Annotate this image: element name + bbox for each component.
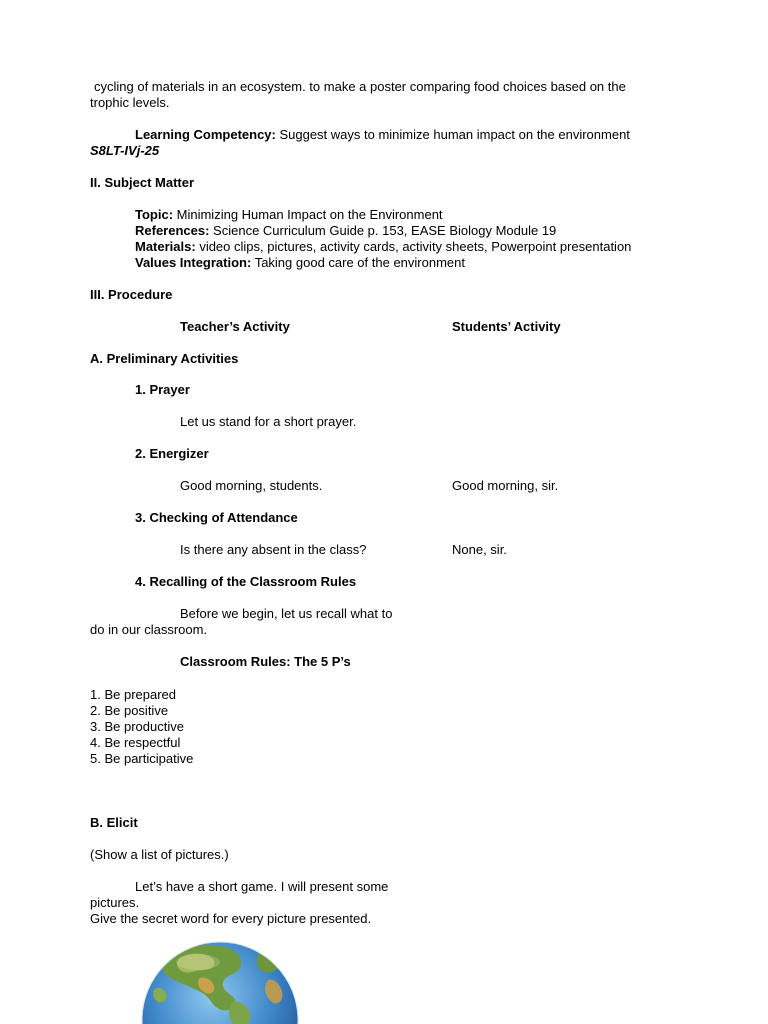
competency-code: S8LT-IVj-25 xyxy=(90,143,160,158)
intro-line-1: cycling of materials in an ecosystem. to make a poster comparing food choices based on the xyxy=(94,79,626,94)
prayer-heading: 1. Prayer xyxy=(135,382,190,397)
elicit-heading: B. Elicit xyxy=(90,815,138,830)
materials-text: video clips, pictures, activity cards, activity sheets, Powerpoint presentation xyxy=(195,239,632,254)
materials-line xyxy=(135,239,631,255)
references-text: Science Curriculum Guide p. 153, EASE Biology Module 19 xyxy=(209,223,557,238)
globe-image xyxy=(140,940,300,1024)
rule-item: 1. Be prepared xyxy=(90,687,177,702)
rule-item: 4. Be respectful xyxy=(90,735,181,750)
preliminary-activities-heading: A. Preliminary Activities xyxy=(90,351,239,366)
students-activity-header: Students’ Activity xyxy=(452,319,561,334)
references-label: References: xyxy=(135,223,210,238)
teacher-activity-header: Teacher’s Activity xyxy=(180,319,290,334)
rules-text-line-1: Before we begin, let us recall what to xyxy=(180,606,393,621)
learning-competency-text: Suggest ways to minimize human impact on the environment xyxy=(275,127,630,142)
rule-item: 3. Be productive xyxy=(90,719,184,734)
topic-label: Topic: xyxy=(135,207,174,222)
prayer-text: Let us stand for a short prayer. xyxy=(180,414,357,429)
procedure-heading: III. Procedure xyxy=(90,287,173,302)
rule-item: 2. Be positive xyxy=(90,703,169,718)
classroom-rules-title: Classroom Rules: The 5 P’s xyxy=(180,654,351,669)
topic-line xyxy=(135,207,443,223)
rule-item: 5. Be participative xyxy=(90,751,194,766)
materials-label: Materials: xyxy=(135,239,196,254)
learning-competency-label: Learning Competency: xyxy=(135,127,276,142)
learning-competency xyxy=(135,127,630,143)
energizer-heading: 2. Energizer xyxy=(135,446,209,461)
attendance-teacher-line: Is there any absent in the class? xyxy=(180,542,367,557)
values-label: Values Integration: xyxy=(135,255,252,270)
attendance-student-line: None, sir. xyxy=(452,542,507,557)
classroom-rules-heading: 4. Recalling of the Classroom Rules xyxy=(135,574,357,589)
elicit-instruction: (Show a list of pictures.) xyxy=(90,847,229,862)
topic-text: Minimizing Human Impact on the Environment xyxy=(173,207,443,222)
rules-text-line-2: do in our classroom. xyxy=(90,622,208,637)
elicit-text-line-2: pictures. xyxy=(90,895,140,910)
references-line xyxy=(135,223,556,239)
attendance-heading: 3. Checking of Attendance xyxy=(135,510,298,525)
elicit-text-line-3: Give the secret word for every picture presented. xyxy=(90,911,372,926)
globe-icon xyxy=(140,940,300,1024)
intro-line-2: trophic levels. xyxy=(90,95,170,110)
elicit-text-line-1: Let’s have a short game. I will present some xyxy=(135,879,389,894)
subject-matter-heading: II. Subject Matter xyxy=(90,175,195,190)
values-line xyxy=(135,255,465,271)
energizer-student-line: Good morning, sir. xyxy=(452,478,559,493)
energizer-teacher-line: Good morning, students. xyxy=(180,478,323,493)
values-text: Taking good care of the environment xyxy=(251,255,465,270)
